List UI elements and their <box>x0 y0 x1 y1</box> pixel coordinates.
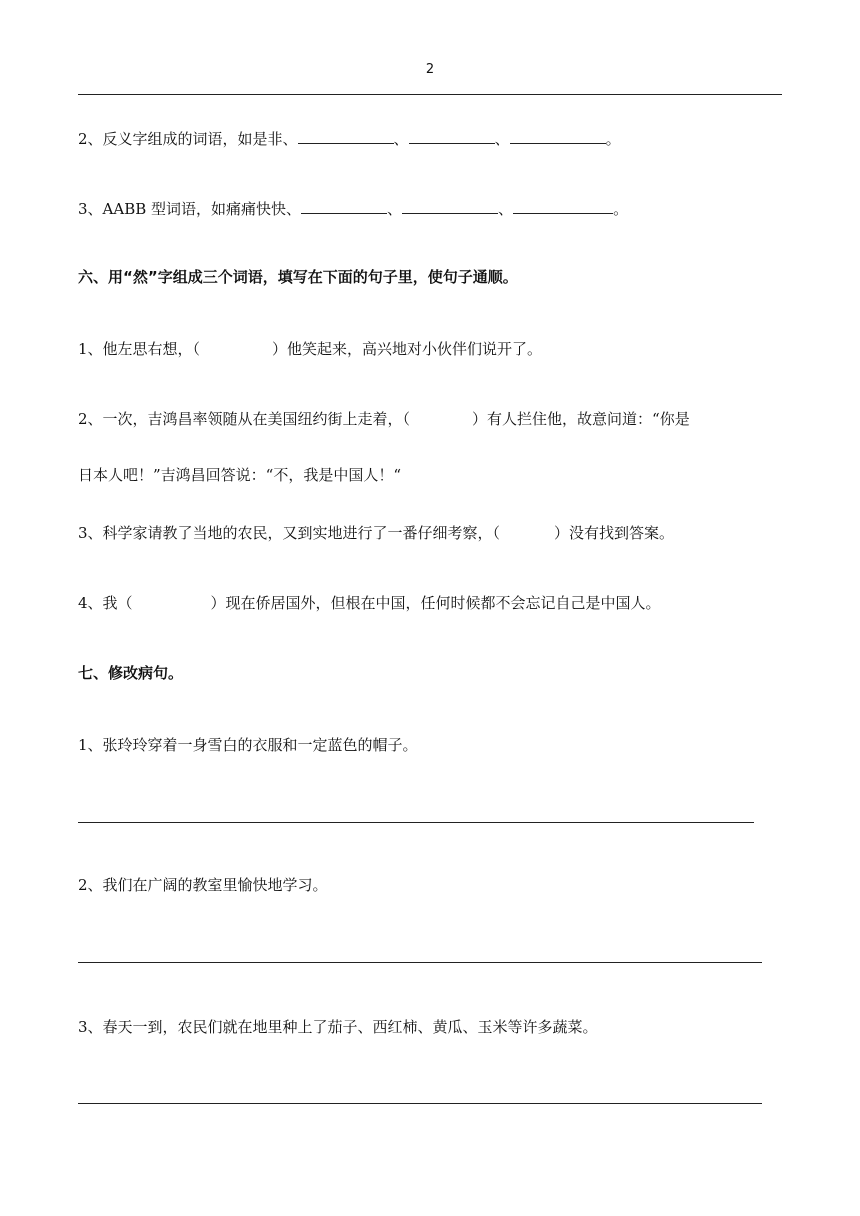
section5-question-3 <box>78 198 628 219</box>
answer-blank-1[interactable] <box>301 199 387 214</box>
page-number: 2 <box>425 62 435 77</box>
question-text: 2、一次，吉鸿昌率领随从在美国纽约街上走着，（ <box>78 410 411 428</box>
section6-question-2 <box>78 408 690 429</box>
question-text: ）有人拦住他，故意问道：“你是 <box>472 410 690 428</box>
section6-question-4 <box>78 592 661 613</box>
section7-question-2: 2、我们在广阔的教室里愉快地学习。 <box>78 876 328 894</box>
answer-blank-2[interactable] <box>409 129 495 144</box>
period: 。 <box>605 130 621 148</box>
question-text: 4、我（ <box>78 594 133 612</box>
section7-heading: 七、修改病句。 <box>78 664 184 682</box>
section6-question-3 <box>78 522 674 543</box>
separator: 、 <box>387 200 403 218</box>
separator: 、 <box>494 130 510 148</box>
question-text: 2、反义字组成的词语，如是非、 <box>78 130 298 148</box>
question-text: 1、他左思右想，（ <box>78 340 201 358</box>
period: 。 <box>613 200 629 218</box>
question-text: ）没有找到答案。 <box>554 524 675 542</box>
answer-line-3[interactable] <box>78 1103 762 1104</box>
question-text: 3、AABB 型词语，如痛痛快快、 <box>78 200 302 218</box>
answer-line-1[interactable] <box>78 822 754 823</box>
answer-blank-3[interactable] <box>513 199 613 214</box>
separator: 、 <box>498 200 514 218</box>
question-text: ）他笑起来，高兴地对小伙伴们说开了。 <box>272 340 543 358</box>
answer-blank-1[interactable] <box>298 129 394 144</box>
section6-question-2-line2: 日本人吧！”吉鸿昌回答说：“不，我是中国人！“ <box>78 466 402 484</box>
question-text: 3、科学家请教了当地的农民，又到实地进行了一番仔细考察，（ <box>78 524 501 542</box>
separator: 、 <box>393 130 409 148</box>
section5-question-2 <box>78 128 621 149</box>
answer-blank-3[interactable] <box>510 129 606 144</box>
section7-question-1: 1、张玲玲穿着一身雪白的衣服和一定蓝色的帽子。 <box>78 736 418 754</box>
answer-blank-2[interactable] <box>402 199 498 214</box>
section7-question-3: 3、春天一到，农民们就在地里种上了茄子、西红柿、黄瓜、玉米等许多蔬菜。 <box>78 1018 598 1036</box>
section6-question-1 <box>78 338 542 359</box>
question-text: ）现在侨居国外，但根在中国，任何时候都不会忘记自己是中国人。 <box>210 594 661 612</box>
header-rule <box>78 94 782 95</box>
section6-heading: 六、用“然”字组成三个词语，填写在下面的句子里，使句子通顺。 <box>78 268 518 286</box>
answer-line-2[interactable] <box>78 962 762 963</box>
